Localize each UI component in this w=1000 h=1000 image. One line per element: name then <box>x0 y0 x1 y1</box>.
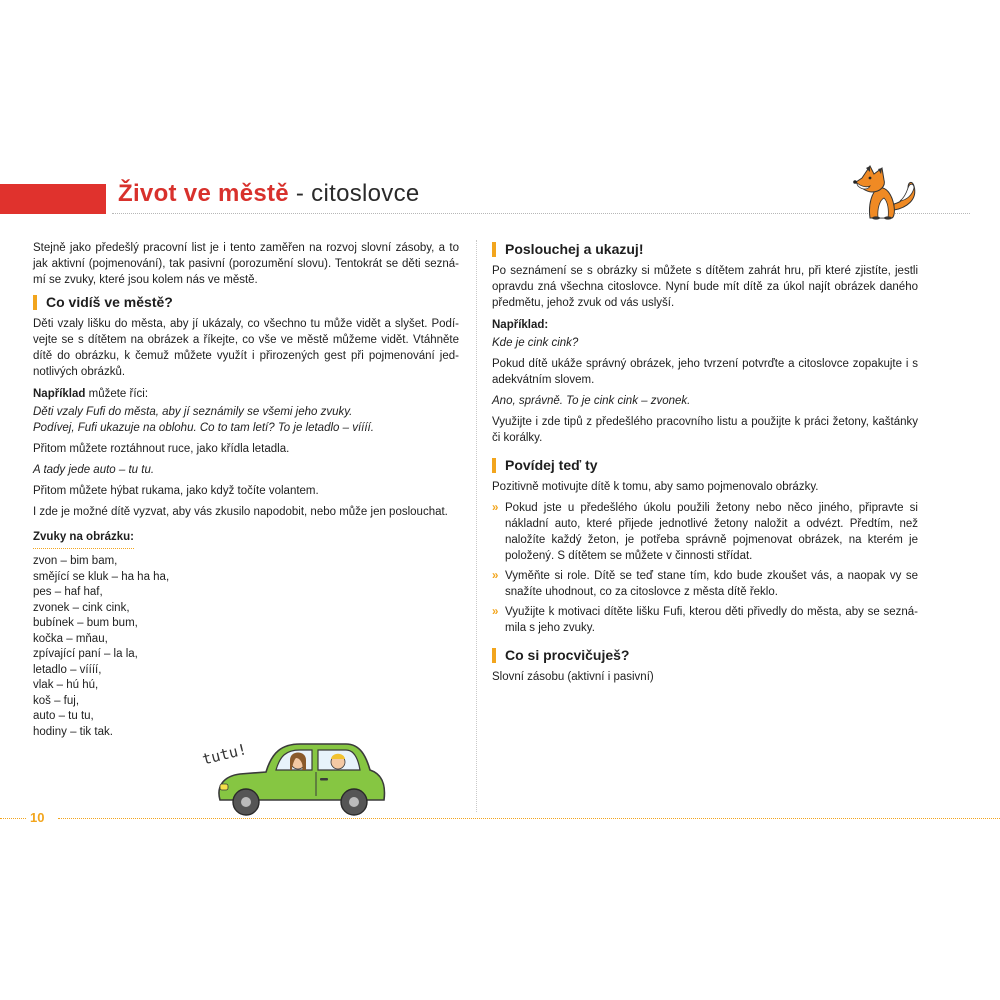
title-underline <box>112 213 970 214</box>
page-title-separator: - <box>288 180 312 207</box>
car-illustration <box>200 730 390 822</box>
example-bold: Například <box>33 388 86 400</box>
list-item-text: Využijte k motivaci dítěte lišku Fufi, kterou děti přivedly do města, aby se seznámila s jeho zvuky. <box>505 606 918 634</box>
car-sound-text: tutu! <box>200 740 249 769</box>
instruction-1: Přitom můžete roztáhnout ruce, jako křídla letadla. <box>33 443 290 455</box>
list-item: hodiny – tik tak. <box>33 725 113 738</box>
example-quote-2: Podívej, Fufi ukazuje na oblohu. Co to tam letí? To je letadlo – víííí. <box>33 422 374 434</box>
section4-paragraph: Slovní zásobu (aktivní i pasivní) <box>492 671 654 683</box>
bullet-mark: » <box>492 606 499 618</box>
example-label: Například: <box>492 319 549 331</box>
right-column <box>492 240 918 690</box>
list-item: pes – haf haf, <box>33 586 103 598</box>
fox-icon <box>848 160 920 220</box>
example-intro <box>33 386 459 402</box>
page-title-main: Život ve městě <box>118 180 289 207</box>
list-item: smějící se kluk – ha ha ha, <box>33 570 170 583</box>
section3-paragraph: Pozitivně motivujte dítě k tomu, aby samo pojmenovalo obrázky. <box>492 481 819 493</box>
instruction-3: I zde je možné dítě vyzvat, aby vás zkusilo napodobit, nebo může jen poslouchat. <box>33 506 448 518</box>
title-accent-bar <box>0 184 106 214</box>
section-heading-co-vidis: Co vidíš ve městě? <box>33 295 459 310</box>
section2-paragraph-3: Využijte i zde tipů z předešlého pracovního listu a použijte k práci žetony, kaštánky či korálky. <box>492 416 918 444</box>
sounds-list <box>33 554 459 740</box>
bullet-mark: » <box>492 570 499 582</box>
list-item: bubínek – bum bum, <box>33 617 138 629</box>
sounds-heading: Zvuky na obrázku: <box>33 529 134 549</box>
tips-list <box>492 500 918 636</box>
list-item: koš – fuj, <box>33 694 80 707</box>
section2-paragraph-1: Po seznámení se s obrázky si můžete s dítětem zahrát hru, při které zjistíte, jestli opravdu zná všechna citoslovce. Nyní bude mít dítě za úkol najít obrázek daného předmětu, jehož zvuk od vás uslyší. <box>492 265 918 309</box>
page-number: 10 <box>30 810 45 825</box>
section1-paragraph: Děti vzaly lišku do města, aby jí ukázaly, co všechno tu může vidět a slyšet. Podívejte se s dítětem na obrázek a říkejte, co vše ve městě můžeme vidět. Vtáhněte dítě do obrázku, k čemuž můžete využít i přirozených gest při pojmenování jednotlivých obrázků. <box>33 318 459 378</box>
list-item: zvon – bim bam, <box>33 555 118 567</box>
list-item: kočka – mňau, <box>33 632 108 645</box>
section2-paragraph-2: Pokud dítě ukáže správný obrázek, jeho tvrzení potvrďte a citoslovce zopakujte i s adekvátním slovem. <box>492 358 918 386</box>
column-divider <box>476 240 477 812</box>
list-item <box>492 500 918 564</box>
footer-rule <box>58 818 1000 819</box>
example-rest: můžete říci: <box>85 388 149 400</box>
list-item: vlak – hú hú, <box>33 679 99 691</box>
instruction-2: Přitom můžete hýbat rukama, jako když točíte volantem. <box>33 485 319 497</box>
page-title <box>118 180 420 208</box>
list-item: auto – tu tu, <box>33 710 94 722</box>
list-item: letadlo – víííí, <box>33 663 102 676</box>
section-heading-poslouchej: Poslouchej a ukazuj! <box>492 242 918 257</box>
intro-paragraph: Stejně jako předešlý pracovní list je i tento zaměřen na rozvoj slovní zásoby, a to jak aktivní (pojmenování), tak pasivní (porozumění slovu). Tentokrát se děti seznámí se zvuky, které jsou kolem nás ve městě. <box>33 242 459 286</box>
list-item-text: Pokud jste u předešlého úkolu použili žetony nebo něco jiného, připravte si nákladní auto, které přijede jednotlivé žetony naložit a odvézt. Předtím, než naložíte každý žeton, je potřeba správně pojmenovat obrázek, na kterém je položený. S dítětem se můžete v činnosti střídat. <box>505 502 918 562</box>
list-item: zvonek – cink cink, <box>33 601 130 614</box>
list-item <box>492 604 918 636</box>
example-quote-1: Děti vzaly Fufi do města, aby jí seznámily se všemi jeho zvuky. <box>33 406 353 418</box>
list-item-text: Vyměňte si role. Dítě se teď stane tím, kdo bude zkoušet vás, a naopak vy se snažíte uhodnout, co za citoslovce z města dítě řeklo. <box>505 570 918 598</box>
left-column <box>33 240 459 740</box>
example-answer: Ano, správně. To je cink cink – zvonek. <box>492 395 691 407</box>
section-heading-povidej: Povídej teď ty <box>492 458 918 473</box>
footer-rule-left <box>0 818 26 819</box>
bullet-mark: » <box>492 502 499 514</box>
section-heading-co-si-procvicujes: Co si procvičuješ? <box>492 648 918 663</box>
list-item <box>492 568 918 600</box>
page-title-sub: citoslovce <box>311 180 420 207</box>
list-item: zpívající paní – la la, <box>33 648 138 660</box>
example-quote-3: A tady jede auto – tu tu. <box>33 464 155 476</box>
example-question: Kde je cink cink? <box>492 337 579 349</box>
